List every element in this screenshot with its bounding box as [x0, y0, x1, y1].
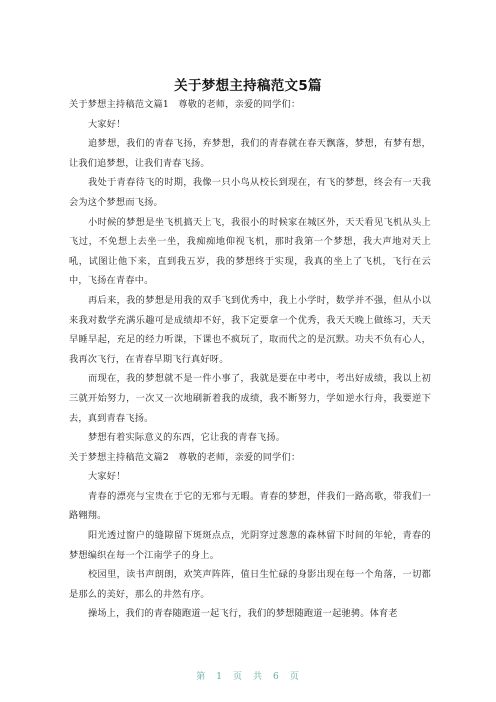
- paragraph: 我处于青春待飞的时期，我像一只小鸟从校长到现在，有飞的梦想，终会有一天我会为这个梦想而飞扬。: [69, 177, 431, 208]
- paragraph: 校园里，读书声朗朗，欢笑声阵阵，值日生忙碌的身影出现在每一个角落，一切都是那么的美好，那么的井然有序。: [69, 569, 431, 600]
- paragraph: 操场上，我们的青春随跑道一起飞行，我们的梦想随跑道一起驰骋。体育老: [88, 608, 398, 620]
- document-title: 关于梦想主持稿范文5篇: [174, 78, 322, 94]
- paragraph: 大家好！: [88, 118, 126, 130]
- paragraph: 再后来，我的梦想是用我的双手飞到优秀中，我上小学时，数学并不强，但从小以来我对数学充满乐趣可是成绩却不好，我下定要拿一个优秀，我天天晚上做练习，天天早睡早起，充足的经力听课，下课也不疯玩了，取而代之的是沉默。功夫不负有心人，我再次飞行，在青春早期飞行真好呀。: [69, 294, 431, 365]
- paragraph: 小时候的梦想是坐飞机搞天上飞，我很小的时候家在城区外，天天看见飞机从头上飞过，不免想上去坐一坐，我痴痴地仰视飞机，那时我第一个梦想，我大声地对天上吼，试图让他下来，直到我五岁，我的梦想终于实现，我真的坐上了飞机，飞行在云中，飞扬在青春中。: [69, 216, 431, 287]
- document-body: [69, 95, 431, 624]
- paragraph: 而现在，我的梦想就不是一件小事了，我就是要在中考中，考出好成绩，我以上初三就开始努力，一次又一次地刷新着我的成绩，我不断努力，学如逆水行舟，我要逆下去，真到青春飞扬。: [69, 373, 431, 424]
- page-number-footer: 第 1 页 共 6 页: [196, 672, 300, 682]
- paragraph: 阳光透过窗户的缝隙留下斑斑点点，光阴穿过葱葱的森林留下时间的年轮，青春的梦想编织在每一个江南学子的身上。: [69, 530, 431, 561]
- paragraph: 关于梦想主持稿范文篇1 尊敬的老师，亲爱的同学们：: [69, 99, 301, 110]
- paragraph: 追梦想，我们的青春飞扬，弃梦想，我们的青春就在春天飘落，梦想，有梦有想，让我们追梦想，让我们青春飞扬。: [69, 138, 431, 169]
- paragraph: 青春的漂亮与宝贵在于它的无邪与无暇。青春的梦想，伴我们一路高歌，带我们一路翱翔。: [69, 490, 431, 522]
- paragraph: 大家好！: [88, 471, 126, 483]
- paragraph: 关于梦想主持稿范文篇2 尊敬的老师，亲爱的同学们：: [69, 451, 301, 463]
- paragraph: 梦想有着实际意义的东西，它让我的青春飞扬。: [88, 432, 286, 444]
